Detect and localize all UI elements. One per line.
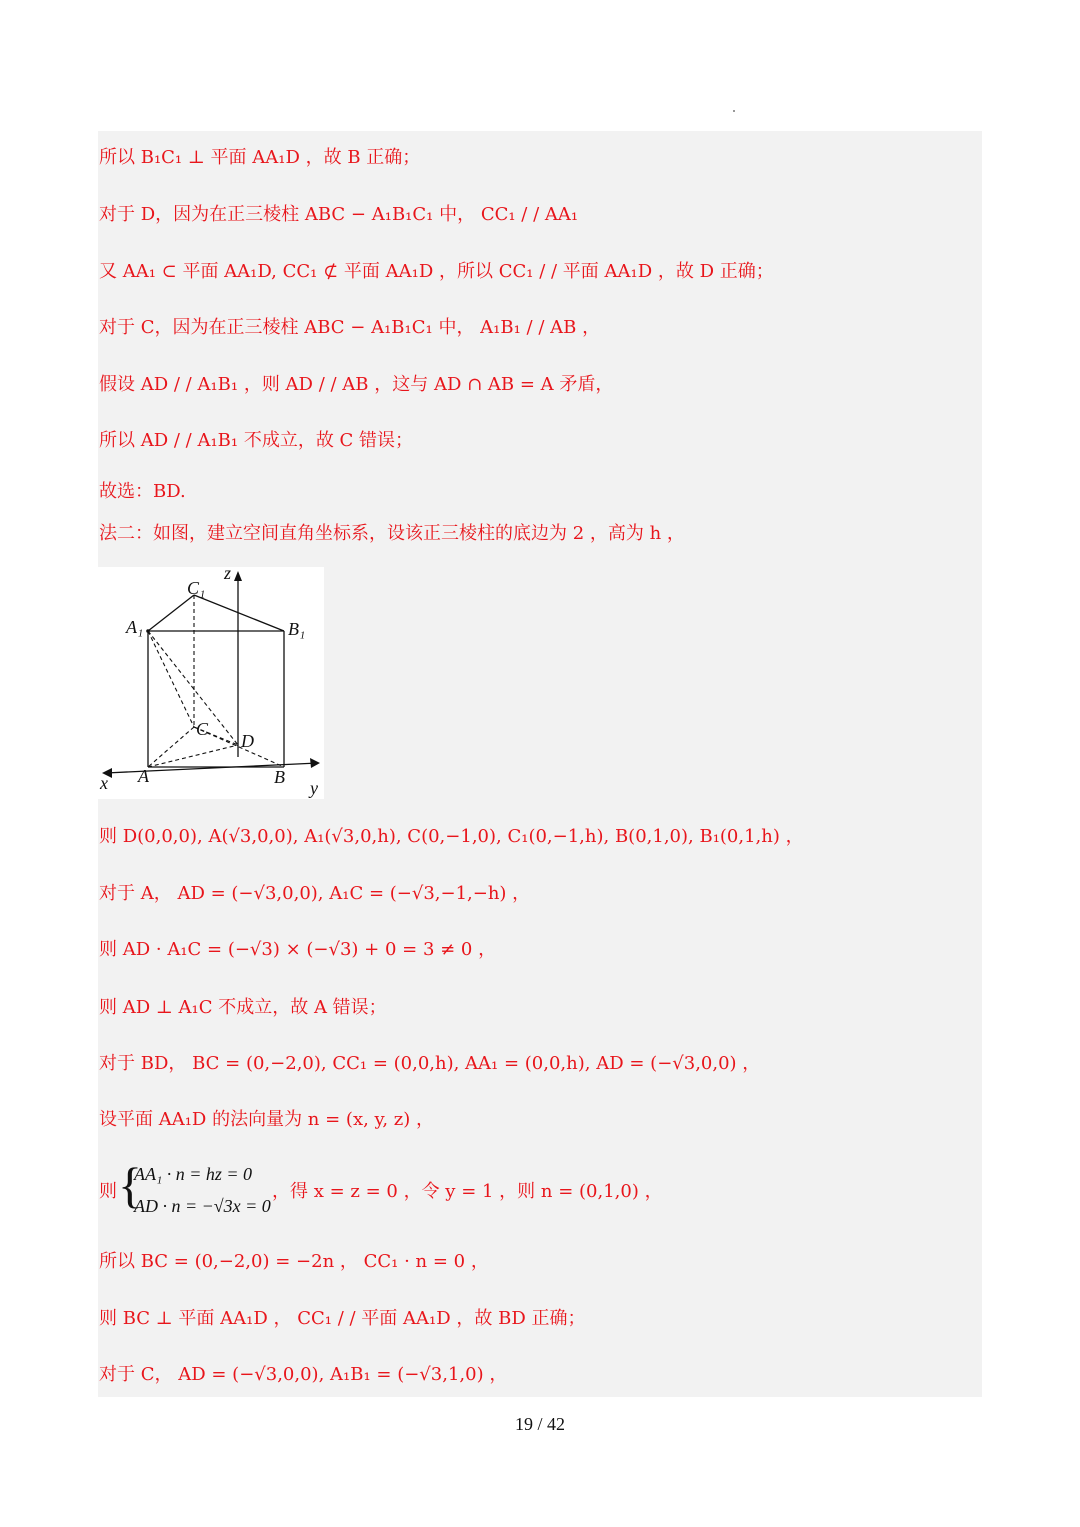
line-15-suffix: ，得 x = z = 0 ，令 y = 1 ，则 n = (0,1,0) ， [272,1181,663,1202]
line-7: 故选：BD. [99,481,186,502]
edge-a1c [148,631,194,727]
prism-figure [98,567,324,799]
point-a1 [146,629,150,633]
system-row-2: AD · n = −√3x = 0 [134,1196,271,1216]
label-a: A [138,766,149,786]
label-d: D [241,731,254,751]
label-y: y [310,778,318,798]
edge-a1c1 [148,595,194,631]
label-c: C [196,719,209,739]
line-1: 所以 B₁C₁ ⊥ 平面 AA₁D ，故 B 正确； [99,147,421,168]
line-9: 则 D(0,0,0), A(√3,0,0), A₁(√3,0,h), C(0,−1,0), C₁(0,−1,h), B(0,1,0), B₁(0,1,h) ， [99,826,804,847]
line-10: 对于 A， AD = (−√3,0,0), A₁C = (−√3,−1,−h) ， [99,883,531,904]
line-13: 对于 BD， BC = (0,−2,0), CC₁ = (0,0,h), AA₁ = (0,0,h), AD = (−√3,0,0) ， [99,1053,761,1074]
line-15-prefix: 则 [99,1181,117,1202]
line-14: 设平面 AA₁D 的法向量为 n = (x, y, z) ， [99,1109,434,1130]
line-18: 对于 C， AD = (−√3,0,0), A₁B₁ = (−√3,1,0) ， [99,1364,508,1385]
line-11: 则 AD · A₁C = (−√3) × (−√3) + 0 = 3 ≠ 0 ， [99,939,497,960]
page-number: 19 / 42 [514,1414,565,1434]
line-17: 则 BC ⊥ 平面 AA₁D ， CC₁ / / 平面 AA₁D ，故 BD 正确； [99,1308,586,1329]
edge-ad [148,745,238,767]
line-6: 所以 AD / / A₁B₁ 不成立，故 C 错误； [99,430,414,451]
system-brace: { [118,1157,142,1213]
line-4: 对于 C，因为在正三棱柱 ABC − A₁B₁C₁ 中， A₁B₁ / / AB ， [99,317,601,338]
edge-c1b1 [194,595,284,631]
label-b: B [274,767,285,787]
prism-diagram [98,567,324,799]
label-a1: A₁ [126,617,144,637]
label-b1: B₁ [288,619,306,639]
label-c1: C₁ [187,578,206,598]
line-16: 所以 BC = (0,−2,0) = −2n ， CC₁ · n = 0 ， [99,1251,489,1272]
line-3: 又 AA₁ ⊂ 平面 AA₁D, CC₁ ⊄ 平面 AA₁D ，所以 CC₁ / / 平面 AA₁D ，故 D 正确； [99,261,774,282]
label-z: z [224,567,232,583]
line-8: 法二：如图，建立空间直角坐标系，设该正三棱柱的底边为 2 ，高为 h ， [99,523,685,544]
scan-dot [733,110,735,112]
y-arrow [310,758,320,768]
line-12: 则 AD ⊥ A₁C 不成立，故 A 错误； [99,997,387,1018]
z-arrow [234,571,242,581]
label-x: x [100,773,108,793]
line-2: 对于 D，因为在正三棱柱 ABC − A₁B₁C₁ 中， CC₁ / / AA₁ [99,204,579,225]
system-row-1: AA₁ · n = hz = 0 [134,1164,253,1184]
line-5: 假设 AD / / A₁B₁ ，则 AD / / AB ，这与 AD ∩ AB = A 矛盾， [99,374,614,395]
